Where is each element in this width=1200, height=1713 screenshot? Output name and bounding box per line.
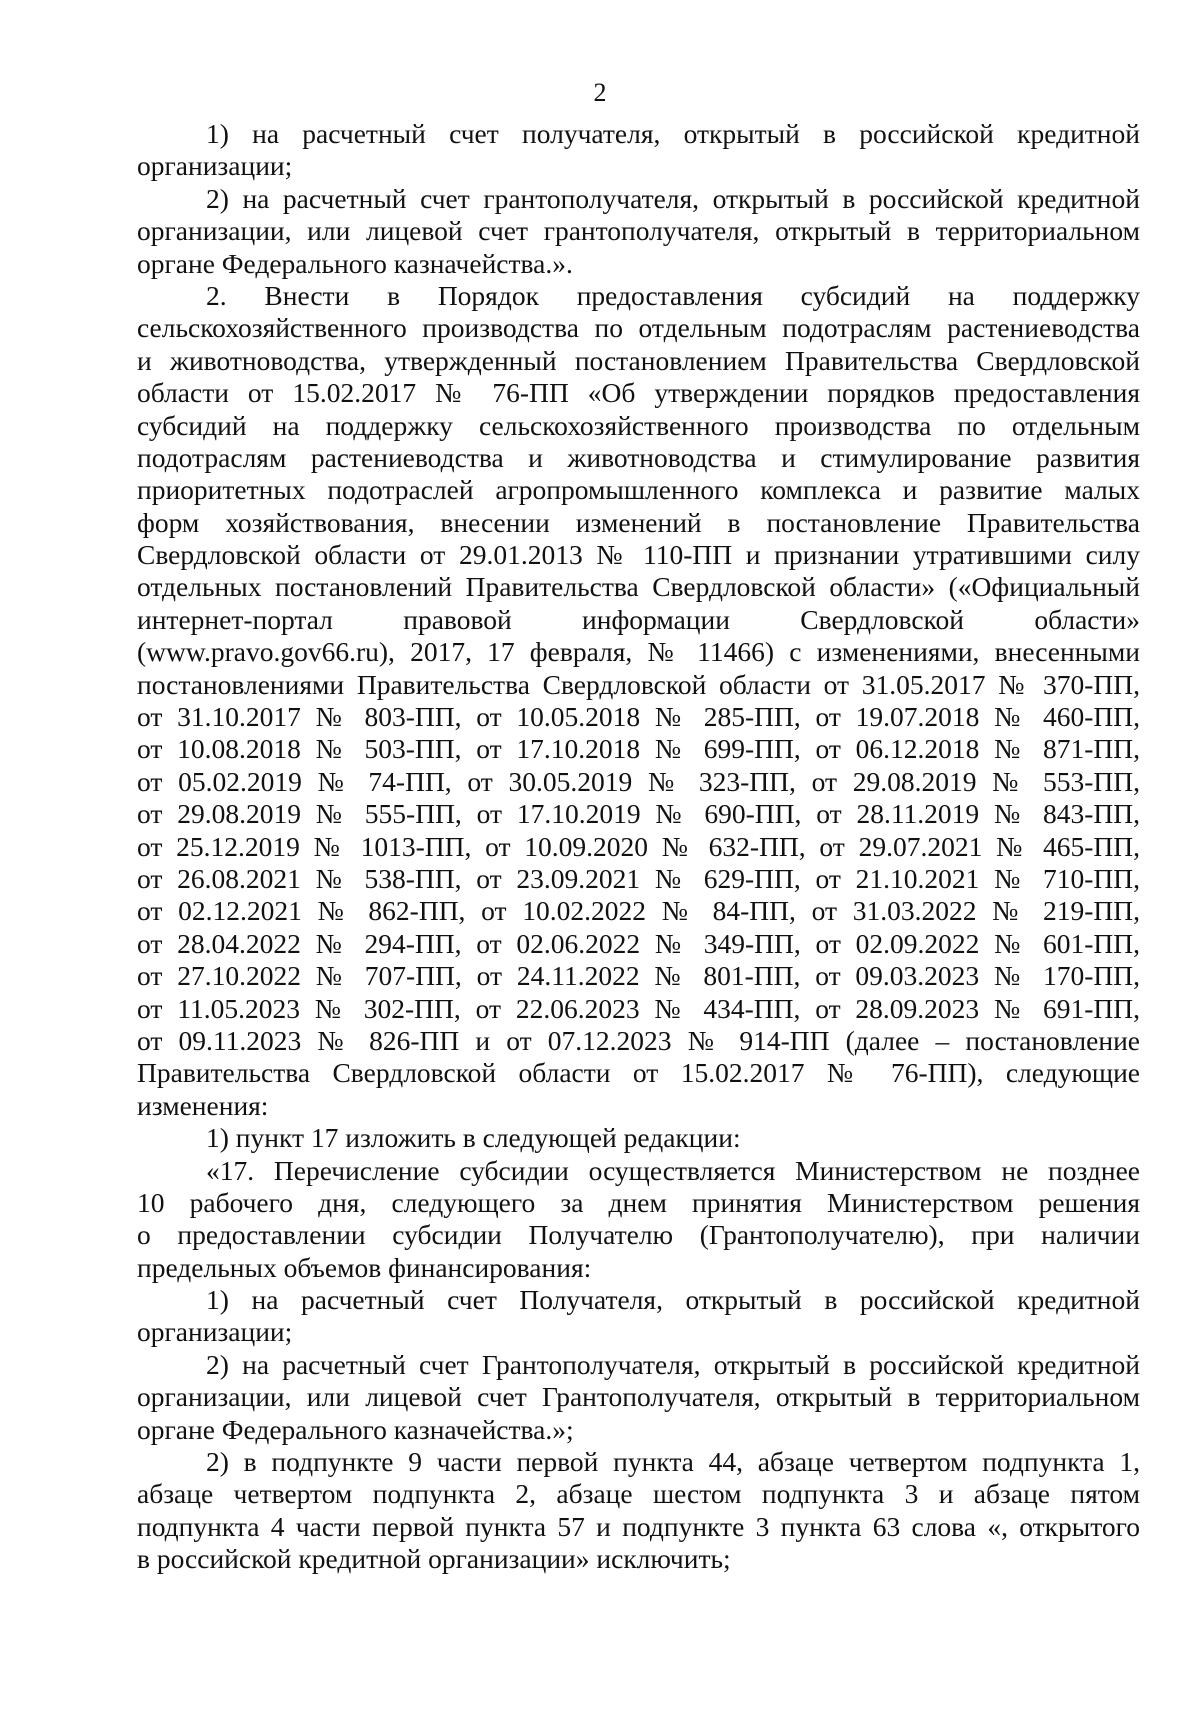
text-line: (www.pravo.gov66.ru), 2017, 17 февраля, № 11466) с изменениями, внесенными — [137, 636, 1140, 668]
text-line: изменения: — [137, 1089, 269, 1121]
text-line: от 11.05.2023 № 302-ПП, от 22.06.2023 № 434-ПП, от 28.09.2023 № 691-ПП, — [137, 992, 1140, 1024]
text-line: организации; — [137, 1316, 293, 1348]
document-body — [137, 118, 1140, 1576]
text-line: в российской кредитной организации» исключить; — [137, 1543, 731, 1575]
text-line: предельных объемов финансирования: — [137, 1251, 592, 1283]
text-line: от 27.10.2022 № 707-ПП, от 24.11.2022 № 801-ПП, от 09.03.2023 № 170-ПП, — [137, 960, 1140, 992]
text-line: отдельных постановлений Правительства Свердловской области» («Официальный — [137, 571, 1140, 603]
text-line: органе Федерального казначейства.»; — [137, 1413, 574, 1445]
text-line: сельскохозяйственного производства по отдельным подотраслям растениеводства — [137, 312, 1140, 344]
text-line: постановлениями Правительства Свердловской области от 31.05.2017 № 370-ПП, — [137, 668, 1140, 700]
text-line: 1) на расчетный счет Получателя, открытый в российской кредитной — [206, 1284, 1140, 1316]
text-line: форм хозяйствования, внесении изменений в постановление Правительства — [137, 506, 1140, 538]
text-line: организации, или лицевой счет Грантополучателя, открытый в территориальном — [137, 1381, 1140, 1413]
text-line: от 29.08.2019 № 555-ПП, от 17.10.2019 № 690-ПП, от 28.11.2019 № 843-ПП, — [137, 798, 1140, 830]
text-line: 10 рабочего дня, следующего за днем принятия Министерством решения — [137, 1186, 1140, 1218]
text-line: от 09.11.2023 № 826-ПП и от 07.12.2023 № 914-ПП (далее – постановление — [137, 1024, 1140, 1056]
page-number: 2 — [593, 78, 607, 107]
text-line: от 31.10.2017 № 803-ПП, от 10.05.2018 № 285-ПП, от 19.07.2018 № 460-ПП, — [137, 701, 1140, 733]
text-line: абзаце четвертом подпункта 2, абзаце шестом подпункта 3 и абзаце пятом — [137, 1478, 1140, 1510]
text-line: о предоставлении субсидии Получателю (Грантополучателю), при наличии — [137, 1219, 1140, 1251]
text-line: подпункта 4 части первой пункта 57 и подпункте 3 пункта 63 слова «, открытого — [137, 1510, 1140, 1542]
text-line: от 05.02.2019 № 74-ПП, от 30.05.2019 № 323-ПП, от 29.08.2019 № 553-ПП, — [137, 765, 1140, 797]
text-line: подотраслям растениеводства и животноводства и стимулирование развития — [137, 441, 1140, 473]
text-line: 2) на расчетный счет грантополучателя, открытый в российской кредитной — [206, 182, 1140, 214]
text-line: области от 15.02.2017 № 76-ПП «Об утверждении порядков предоставления — [137, 377, 1140, 409]
text-line: от 26.08.2021 № 538-ПП, от 23.09.2021 № 629-ПП, от 21.10.2021 № 710-ПП, — [137, 862, 1140, 894]
text-line: 2. Внести в Порядок предоставления субсидий на поддержку — [206, 279, 1140, 311]
text-line: организации, или лицевой счет грантополучателя, открытый в территориальном — [137, 215, 1140, 247]
text-line: приоритетных подотраслей агропромышленного комплекса и развитие малых — [137, 474, 1140, 506]
text-line: Свердловской области от 29.01.2013 № 110-ПП и признании утратившими силу — [137, 539, 1140, 571]
text-line: 2) на расчетный счет Грантополучателя, открытый в российской кредитной — [206, 1348, 1140, 1380]
text-line: от 28.04.2022 № 294-ПП, от 02.06.2022 № 349-ПП, от 02.09.2022 № 601-ПП, — [137, 927, 1140, 959]
text-line: интернет-портал правовой информации Свердловской области» — [137, 603, 1140, 635]
text-line: от 25.12.2019 № 1013-ПП, от 10.09.2020 № 632-ПП, от 29.07.2021 № 465-ПП, — [137, 830, 1140, 862]
text-line: организации; — [137, 150, 293, 182]
text-line: органе Федерального казначейства.». — [137, 247, 573, 279]
text-line: 1) на расчетный счет получателя, открытый в российской кредитной — [206, 118, 1140, 149]
text-line: от 10.08.2018 № 503-ПП, от 17.10.2018 № 699-ПП, от 06.12.2018 № 871-ПП, — [137, 733, 1140, 765]
text-line: 2) в подпункте 9 части первой пункта 44, абзаце четвертом подпункта 1, — [206, 1446, 1140, 1478]
text-line: от 02.12.2021 № 862-ПП, от 10.02.2022 № 84-ПП, от 31.03.2022 № 219-ПП, — [137, 895, 1140, 927]
text-line: Правительства Свердловской области от 15.02.2017 № 76-ПП), следующие — [137, 1057, 1140, 1089]
text-line: и животноводства, утвержденный постановлением Правительства Свердловской — [137, 344, 1140, 376]
text-line: субсидий на поддержку сельскохозяйственного производства по отдельным — [137, 409, 1140, 441]
text-line: «17. Перечисление субсидии осуществляется Министерством не позднее — [206, 1154, 1140, 1186]
text-line: 1) пункт 17 изложить в следующей редакции: — [206, 1122, 741, 1154]
